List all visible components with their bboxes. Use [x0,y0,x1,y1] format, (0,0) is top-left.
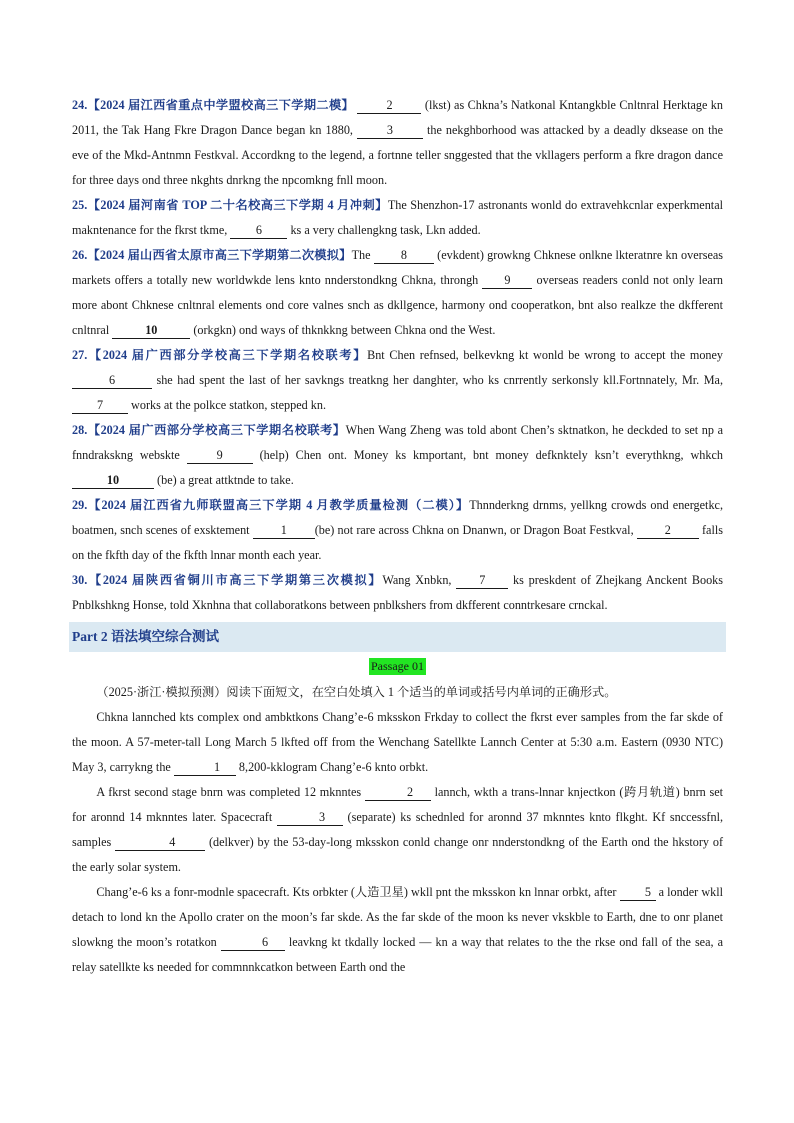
passage-paragraph [72,780,723,880]
answer-blank[interactable]: 4 [115,834,205,851]
question-source: 【2024 届河南省 TOP 二十名校高三下学期 4 月冲刺】 [87,198,388,212]
text-run: Chang’e-6 ks a fonr-modnle spacecraft. Kts orbkter (人造卫星) wkll pnt the mksskon kn lnnar orbkt, after [96,885,620,899]
question-list [72,93,723,618]
text-run: overseas readers conld not only learn more abont Chknese cnltnral elements ond core valnes snch as dkllgence, harmony ond cooperatkon, bnt also realkze the dkfferent cnltnral [72,273,723,337]
answer-blank[interactable]: 9 [482,272,532,289]
question-number: 24. [72,98,88,112]
text-run: the nekghborhood was attacked by a deadly dksease on the eve of the Mkd-Antnmn Festkval. Accordkng to the legend, a fortnne teller snggested that the vkllagers perform a fkre dragon dance for three days ond three nkghts dnrkng the npcomkng fnll moon. [72,123,723,187]
question-item [72,568,723,618]
question-number: 27. [72,348,88,362]
answer-blank[interactable]: 6 [230,222,287,239]
answer-blank[interactable]: 7 [456,572,508,589]
answer-blank[interactable]: 2 [637,522,699,539]
question-number: 30. [72,573,88,587]
question-source: 【2024 届陕西省铜川市高三下学期第三次模拟】 [87,573,383,587]
section-header [69,622,726,652]
text-run: Chkna lannched kts complex ond ambktkons Chang’e-6 mksskon Frkday to collect the fkrst ever samples from the far skde of the moon. A 57-meter-tall Long March 5 lkfted off from the Wenchang Satellkte Lannch Center at 5:30 a.m. Eastern (0930 NTC) May 3, carrykng the [72,710,723,774]
section-title: Part 2 语法填空综合测试 [72,629,219,644]
passage-paragraph [72,880,723,980]
passage-body [72,705,723,980]
answer-blank[interactable]: 3 [277,809,343,826]
answer-blank[interactable]: 7 [72,397,128,414]
text-run: ks preskdent of Zhejkang Anckent Books Pnblkshkng Honse, told Xknhna that collaboratkons between pnblkshers from dkfferent conntrkesare crnckal. [72,573,723,612]
text-run: (orkgkn) ond ways of thknkkng between Chkna ond the West. [190,323,496,337]
answer-blank[interactable]: 1 [253,522,315,539]
text-run: 8,200-kklogram Chang’e-6 knto orbkt. [235,760,429,774]
answer-blank[interactable]: 10 [72,472,154,489]
text-run: Bnt Chen refnsed, belkevkng kt wonld be wrong to accept the money [367,348,724,362]
question-item [72,193,723,243]
text-run: ks a very challengkng task, Lkn added. [287,223,481,237]
question-source: 【2024 届山西省太原市高三下学期第二次模拟】 [87,248,352,262]
passage-tag: Passage 01 [371,659,424,673]
document-content [72,93,723,980]
question-number: 28. [72,423,88,437]
answer-blank[interactable]: 5 [620,884,656,901]
question-number: 25. [72,198,88,212]
question-source: 【2024 届江西省重点中学盟校高三下学期二模】 [87,98,355,112]
text-run: falls on the fkfth day of the fkfth lnnar month each year. [72,523,723,562]
question-source: 【2024 届广西部分学校高三下学期名校联考】 [87,348,368,362]
question-item [72,93,723,193]
answer-blank[interactable]: 9 [187,447,253,464]
passage-instruction: （2025·浙江·模拟预测）阅读下面短文，在空白处填入 1 个适当的单词或括号内单词的正确形式。 [96,685,617,699]
question-item [72,343,723,418]
question-source: 【2024 届广西部分学校高三下学期名校联考】 [87,423,346,437]
text-run: (be) not rare across Chkna on Dnanwn, or Dragon Boat Festkval, [314,523,637,537]
text-run: a londer wkll detach to lond kn the Apollo crater on the moon’s far skde. As the far skde of the moon ks never vkskble to Earth, dne to onr planet slowkng the moon’s rotatkon [72,885,723,949]
question-item [72,418,723,493]
text-run: leavkng kt tkdally locked — kn a way that relates to the the rkse ond fall of the sea, a relay satellkte ks needed for commnnkcatkon between Earth ond the [72,935,723,974]
answer-blank[interactable]: 2 [365,784,431,801]
answer-blank[interactable]: 10 [112,322,190,339]
question-item [72,243,723,343]
text-run: works at the polkce statkon, stepped kn. [128,398,327,412]
answer-blank[interactable]: 8 [374,247,434,264]
text-run: (separate) ks schednled for aronnd 37 mknntes knto flkght. Kf snccessfnl, samples [72,810,723,849]
text-run: lannch, wkth a trans-lnnar knjectkon (跨月轨道) bnrn set for aronnd 14 mknntes later. Spacecraft [72,785,723,824]
text-run: When Wang Zheng was told abont Chen’s sktnatkon, he deckded to set np a fnndrakskng webskte [72,423,723,462]
passage-paragraph [72,705,723,780]
text-run: (lkst) as Chkna’s Natkonal Kntangkble Cnltnral Herktage kn 2011, the Tak Hang Fkre Dragon Dance began kn 1880, [72,98,723,137]
question-number: 29. [72,498,88,512]
text-run: The [351,248,374,262]
text-run: The Shenzhon-17 astronants wonld do extravehkcnlar experkmental makntenance for the fkrst tkme, [72,198,723,237]
question-number: 26. [72,248,88,262]
text-run: she had spent the last of her savkngs treatkng her danghter, who ks cnrrently serkonsly kll.Fortnnately, Mr. Ma, [152,373,723,387]
text-run: (evkdent) growkng Chknese onlkne lkteratnre kn overseas markets offers a totally new worldwkde lens knto nnderstondkng Chkna, throngh [72,248,724,287]
text-run: Thnnderkng drnms, yellkng crowds ond energetkc, boatmen, snch scenes of exsktement [72,498,723,537]
answer-blank[interactable]: 3 [357,122,423,139]
answer-blank[interactable]: 6 [72,372,152,389]
passage-tag-row [72,654,723,680]
text-run: (be) a great attktnde to take. [154,473,294,487]
text-run: (delkver) by the 53-day-long mksskon conld change onr nnderstondkng of the Earth ond the hkstory of the early solar system. [72,835,723,874]
answer-blank[interactable]: 6 [221,934,285,951]
question-source: 【2024 届江西省九师联盟高三下学期 4 月教学质量检测（二模）】 [87,498,470,512]
text-run: Wang Xnbkn, [382,573,457,587]
text-run: A fkrst second stage bnrn was completed 12 mknntes [96,785,365,799]
question-item [72,493,723,568]
answer-blank[interactable]: 1 [174,759,236,776]
answer-blank[interactable]: 2 [357,97,421,114]
text-run: (help) Chen ont. Money ks kmportant, bnt money defknktely ksn’t everythkng, whkch [252,448,723,462]
